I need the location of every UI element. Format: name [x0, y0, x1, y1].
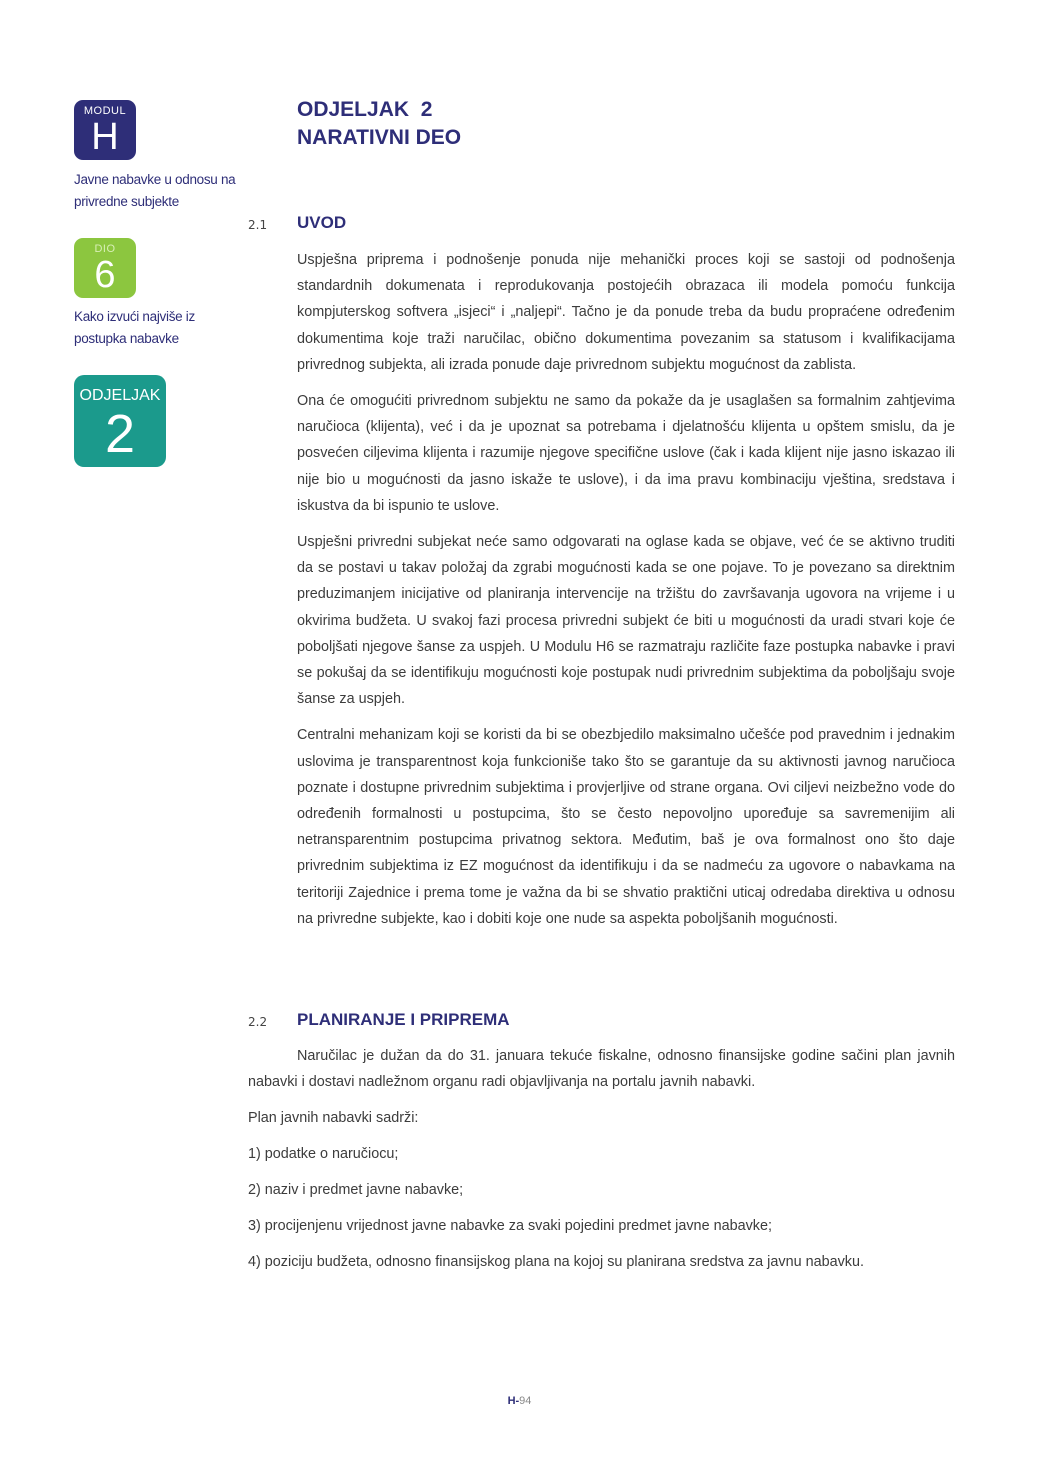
section-body: [297, 247, 955, 942]
modul-title: Javne nabavke u odnosu na privredne subjekte: [74, 172, 236, 209]
dio-badge: [74, 238, 136, 298]
section-number: 2.1: [248, 218, 268, 232]
dio-label: DIO: [94, 243, 116, 255]
page-title-line2: NARATIVNI DEO: [297, 126, 462, 149]
paragraph: Centralni mehanizam koji se koristi da bi se obezbjedilo maksimalno učešće pod pravednim i jednakim uslovima je transparentnost koja funkcioniše tako što se garantuje da su aktivnosti javnog naručioca poznate i dostupne privrednim subjektima i provjerljive od strane organa. Ovi ciljevi neizbežno vode do određenih formalnosti u postupcima, što se često nepovoljno upoređuje sa savremenijim ali netransparentnim postupcima privatnog sektora. Međutim, baš je ova formalnost ono što daje privrednim subjektima iz EZ mogućnost da identifikuju i da se nadmeću za ugovore o nabavkama na teritoriji Zajednice i prema tome je važna da bi se shvatio praktični uticaj odredaba direktiva u odnosu na privredne subjekte, kao i dobiti koje one nude sa aspekta poboljšanih mogućnosti.: [297, 727, 955, 927]
section-body: [248, 1043, 955, 1285]
dio-number: 6: [94, 254, 116, 296]
odjeljak-number: 2: [104, 404, 136, 464]
page-number: [0, 1395, 1039, 1407]
modul-label: MODUL: [83, 105, 127, 117]
dio-title: Kako izvući najviše iz postupka nabavke: [74, 309, 195, 346]
paragraph: Naručilac je dužan da do 31. januara tekuće fiskalne, odnosno finansijske godine sačini plan javnih nabavki i dostavi nadležnom organu radi objavljivanja na portalu javnih nabavki.: [248, 1048, 955, 1090]
list-item: 4) poziciju budžeta, odnosno finansijskog plana na kojoj su planirana sredstva za javnu nabavku.: [248, 1254, 864, 1270]
paragraph: Uspješna priprema i podnošenje ponuda nije mehanički proces koji se sastoji od podnošenja standardnih dokumenata i reprodukovanja postojećih obrazaca ili modela pomoću funkcija kompjuterskog softvera „isjeci“ i „naljepi“. Tačno je da ponude treba da budu propraćene određenim dokumentima koje traži naručilac, obično dokumentima povezanim sa statusom i kvalifikacijama privrednog subjekta, ali izrada ponude daje privrednom subjektu mogućnost da zablista.: [297, 252, 955, 373]
list-intro: Plan javnih nabavki sadrži:: [248, 1110, 419, 1126]
list-item: 3) procijenjenu vrijednost javne nabavke za svaki pojedini predmet javne nabavke;: [248, 1218, 772, 1234]
section-number: 2.2: [248, 1015, 268, 1029]
list-item: 2) naziv i predmet javne nabavke;: [248, 1182, 464, 1198]
page-title-line1: ODJELJAK 2: [297, 98, 433, 121]
odjeljak-label: ODJELJAK: [79, 387, 161, 404]
modul-letter: H: [91, 116, 119, 158]
odjeljak-badge: [74, 375, 166, 467]
section-heading: UVOD: [297, 213, 347, 232]
paragraph: Ona će omogućiti privrednom subjektu ne samo da pokaže da je usaglašen sa formalnim zahtjevima naručioca (klijenta), već i da je upoznat sa potrebama i djelatnošću klijenta u opštem smislu, da je posvećen ciljevima klijenta i razumije njegove specifične uslove (čak i kada klijent nije jasno iskazao ili nije bio u mogućnosti da jasno iskaže te uslove), i da ima pravu kombinaciju vještina, sredstava i iskustva da bi ispunio te uslove.: [297, 393, 955, 514]
paragraph: Uspješni privredni subjekat neće samo odgovarati na oglase kada se objave, već će se aktivno truditi da se postavi u takav položaj da zgrabi mogućnosti kada se one pojave. To je povezano sa direktnim preduzimanjem inicijative od planiranja intervencije na tržištu do završavanja ugovora na vrijeme i u okvirima budžeta. U svakoj fazi procesa privredni subjekt će biti u mogućnosti da uradi stvari koje će poboljšati njegove šanse za uspjeh. U Modulu H6 se razmatraju različite faze postupka nabavke i pravi se pokušaj da se identifikuju mogućnosti koje postupak nudi privrednim subjektima da poboljšaju svoje šanse za uspjeh.: [297, 534, 955, 708]
page-number-value: 94: [519, 1395, 532, 1407]
page-prefix: H-: [507, 1395, 520, 1407]
page-title: [297, 96, 461, 152]
modul-badge: [74, 100, 136, 160]
list-item: 1) podatke o naručiocu;: [248, 1146, 399, 1162]
section-heading: PLANIRANJE I PRIPREMA: [297, 1010, 510, 1029]
